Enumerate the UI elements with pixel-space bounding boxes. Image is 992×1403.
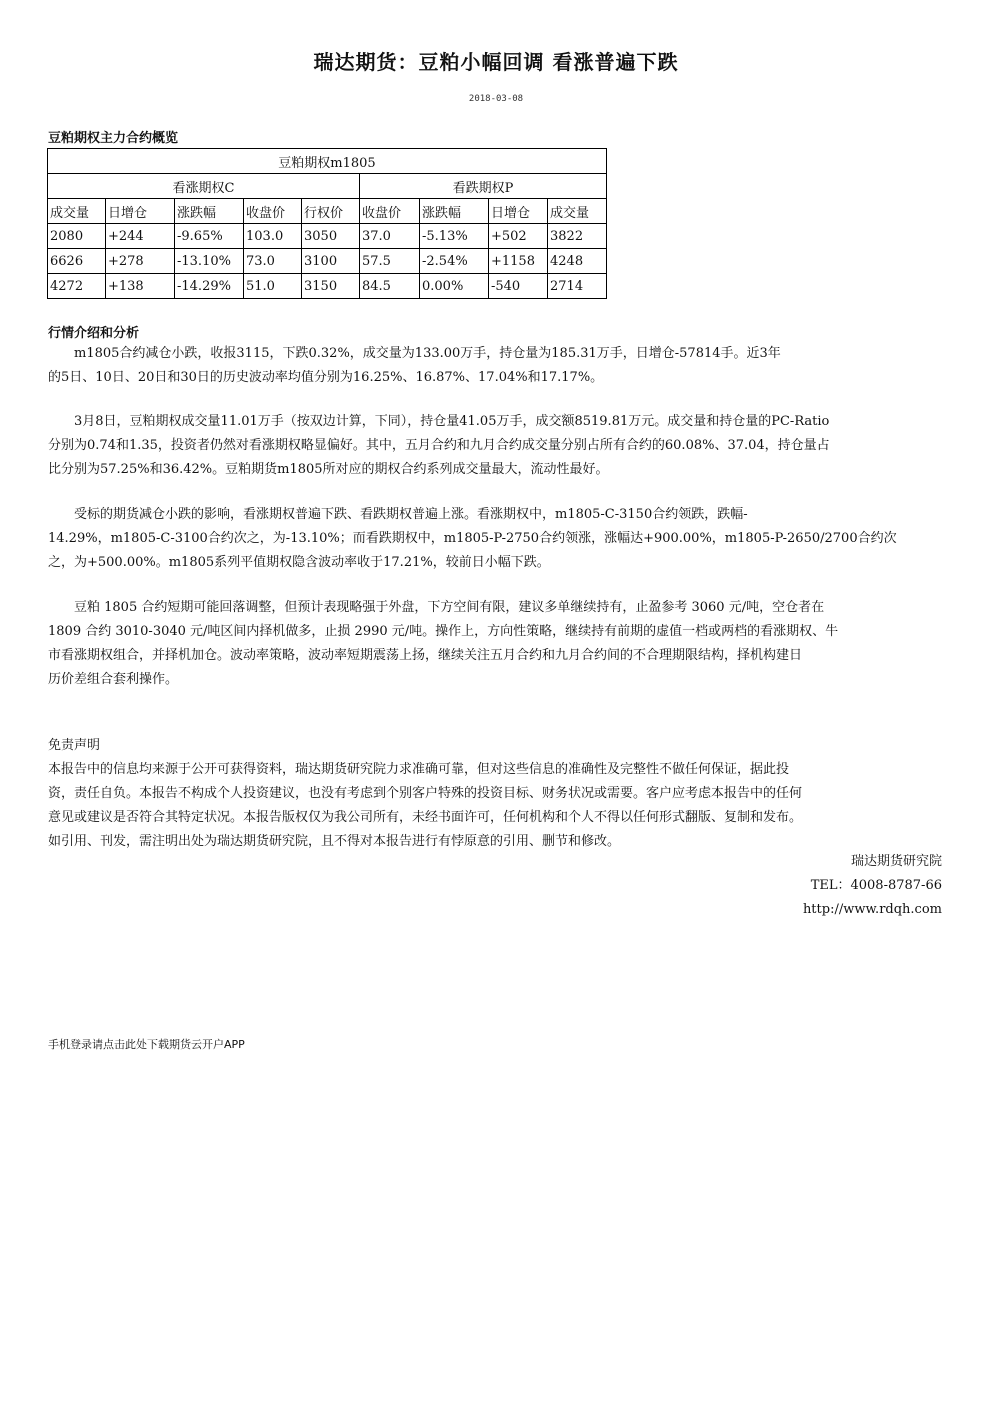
options-table bbox=[47, 148, 607, 299]
column-header: 行权价 bbox=[302, 199, 360, 224]
table-cell: 3050 bbox=[302, 224, 360, 249]
table-row bbox=[48, 274, 607, 299]
table-cell: +502 bbox=[489, 224, 548, 249]
text-line: 如引用、刊发，需注明出处为瑞达期货研究院，且不得对本报告进行有悖原意的引用、删节和修改。 bbox=[48, 834, 621, 849]
website-link[interactable]: http://www.rdqh.com bbox=[802, 902, 942, 917]
text-line: 市看涨期权组合，并择机加仓。波动率策略，波动率短期震荡上扬，继续关注五月合约和九月合约间的不合理期限结构，择机构建日 bbox=[48, 648, 803, 663]
call-header: 看涨期权C bbox=[48, 174, 360, 199]
organization-name: 瑞达期货研究院 bbox=[850, 854, 942, 869]
table-cell: +278 bbox=[106, 249, 175, 274]
analysis-paragraph-3 bbox=[48, 503, 940, 575]
table-cell: -540 bbox=[489, 274, 548, 299]
column-header: 收盘价 bbox=[244, 199, 302, 224]
table-cell: +1158 bbox=[489, 249, 548, 274]
contact-block bbox=[803, 850, 942, 922]
text-line: 3月8日，豆粕期权成交量11.01万手（按双边计算，下同），持仓量41.05万手，成交额8519.81万元。成交量和持仓量的PC-Ratio bbox=[74, 414, 830, 429]
table-cell: -5.13% bbox=[420, 224, 489, 249]
text-line: 受标的期货减仓小跌的影响，看涨期权普遍下跌、看跌期权普遍上涨。看涨期权中，m1805-C-3150合约领跌，跌幅- bbox=[74, 507, 748, 522]
analysis-paragraph-2 bbox=[48, 410, 940, 482]
table-cell: 4272 bbox=[48, 274, 106, 299]
column-header: 涨跌幅 bbox=[175, 199, 244, 224]
table-row bbox=[48, 224, 607, 249]
text-line: 豆粕 1805 合约短期可能回落调整，但预计表现略强于外盘，下方空间有限，建议多单继续持有，止盈参考 3060 元/吨，空仓者在 bbox=[74, 600, 825, 615]
text-line: 本报告中的信息均来源于公开可获得资料，瑞达期货研究院力求准确可靠，但对这些信息的准确性及完整性不做任何保证，据此投 bbox=[48, 762, 790, 777]
overview-heading: 豆粕期权主力合约概览 bbox=[48, 131, 179, 146]
column-header: 收盘价 bbox=[360, 199, 420, 224]
table-cell: 103.0 bbox=[244, 224, 302, 249]
table-row bbox=[48, 249, 607, 274]
text-line: 1809 合约 3010-3040 元/吨区间内择机做多，止损 2990 元/吨。操作上，方向性策略，继续持有前期的虚值一档或两档的看涨期权、牛 bbox=[48, 624, 839, 639]
text-line: 资，责任自负。本报告不构成个人投资建议，也没有考虑到个别客户特殊的投资目标、财务状况或需要。客户应考虑本报告中的任何 bbox=[48, 786, 803, 801]
text-line: 历价差组合套利操作。 bbox=[48, 672, 179, 687]
table-cell: 2080 bbox=[48, 224, 106, 249]
table-cell: 51.0 bbox=[244, 274, 302, 299]
column-header: 日增仓 bbox=[489, 199, 548, 224]
column-header: 日增仓 bbox=[106, 199, 175, 224]
text-line: 意见或建议是否符合其特定状况。本报告版权仅为我公司所有，未经书面许可，任何机构和个人不得以任何形式翻版、复制和发布。 bbox=[48, 810, 803, 825]
table-cell: +244 bbox=[106, 224, 175, 249]
report-date: 2018-03-08 bbox=[468, 94, 524, 104]
table-cell: 2714 bbox=[548, 274, 607, 299]
table-cell: 84.5 bbox=[360, 274, 420, 299]
column-header: 成交量 bbox=[548, 199, 607, 224]
telephone: TEL：4008-8787-66 bbox=[810, 878, 942, 893]
table-cell: 3100 bbox=[302, 249, 360, 274]
table-cell: 3150 bbox=[302, 274, 360, 299]
disclaimer-section bbox=[48, 734, 940, 854]
app-download-link[interactable]: 手机登录请点击此处下载期货云开户APP bbox=[48, 1038, 245, 1051]
table-title-row bbox=[48, 149, 607, 174]
table-cell: +138 bbox=[106, 274, 175, 299]
column-header: 涨跌幅 bbox=[420, 199, 489, 224]
analysis-paragraph-4 bbox=[48, 596, 940, 692]
table-cell: 4248 bbox=[548, 249, 607, 274]
table-title: 豆粕期权m1805 bbox=[48, 149, 607, 174]
analysis-paragraph-1 bbox=[48, 342, 940, 390]
disclaimer-heading: 免责声明 bbox=[48, 738, 101, 753]
table-cell: 37.0 bbox=[360, 224, 420, 249]
text-line: 之，为+500.00%。m1805系列平值期权隐含波动率收于17.21%，较前日小幅下跌。 bbox=[48, 555, 550, 570]
table-cell: 6626 bbox=[48, 249, 106, 274]
column-header: 成交量 bbox=[48, 199, 106, 224]
table-cell: 0.00% bbox=[420, 274, 489, 299]
table-cell: -2.54% bbox=[420, 249, 489, 274]
analysis-heading: 行情介绍和分析 bbox=[48, 326, 140, 341]
table-cell: 3822 bbox=[548, 224, 607, 249]
put-header: 看跌期权P bbox=[360, 174, 607, 199]
text-line: 的5日、10日、20日和30日的历史波动率均值分别为16.25%、16.87%、17.04%和17.17%。 bbox=[48, 370, 604, 385]
table-cell: -13.10% bbox=[175, 249, 244, 274]
table-header-row bbox=[48, 199, 607, 224]
table-cell: -14.29% bbox=[175, 274, 244, 299]
table-group-row bbox=[48, 174, 607, 199]
table-cell: -9.65% bbox=[175, 224, 244, 249]
table-cell: 73.0 bbox=[244, 249, 302, 274]
text-line: m1805合约减仓小跌，收报3115，下跌0.32%，成交量为133.00万手，持仓量为185.31万手，日增仓-57814手。近3年 bbox=[74, 346, 781, 361]
report-title: 瑞达期货：豆粕小幅回调 看涨普遍下跌 bbox=[313, 50, 679, 74]
table-cell: 57.5 bbox=[360, 249, 420, 274]
text-line: 14.29%，m1805-C-3100合约次之，为-13.10%；而看跌期权中，m1805-P-2750合约领涨，涨幅达+900.00%，m1805-P-2650/2700合约次 bbox=[48, 531, 897, 546]
text-line: 比分别为57.25%和36.42%。豆粕期货m1805所对应的期权合约系列成交量最大，流动性最好。 bbox=[48, 462, 609, 477]
text-line: 分别为0.74和1.35，投资者仍然对看涨期权略显偏好。其中，五月合约和九月合约成交量分别占所有合约的60.08%、37.04，持仓量占 bbox=[48, 438, 830, 453]
